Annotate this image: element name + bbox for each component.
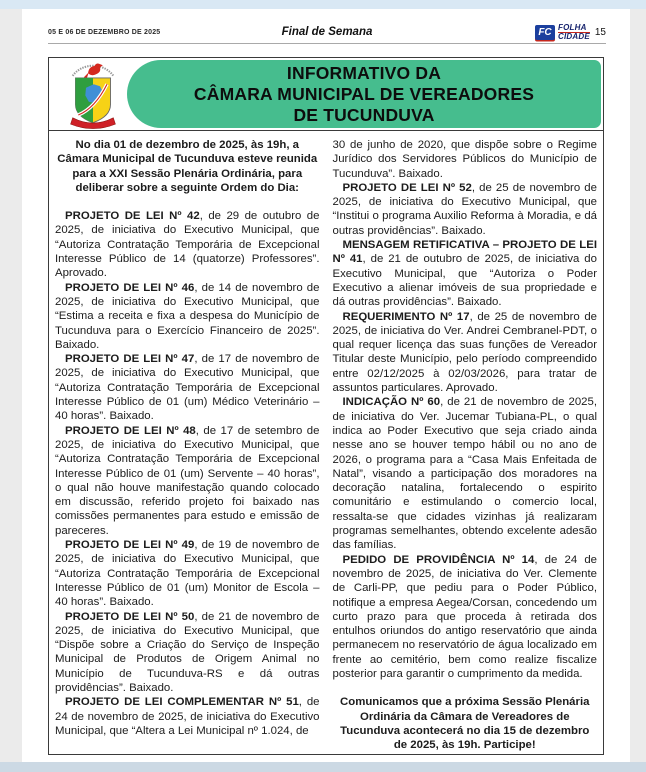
paragraph-lead: MENSAGEM RETIFICATIVA – PROJETO DE LEI Nº 41	[332, 239, 597, 266]
header-edition: Final de Semana	[281, 26, 373, 38]
paragraph-lead: PROJETO DE LEI Nº 47	[65, 353, 195, 366]
article-paragraph: Comunicamos que a próxima Sessão Plenária Ordinária da Câmara de Vereadores de Tucunduva acontecerá no dia 15 de dezembro de 2025, às 19h. Participe!	[340, 696, 590, 752]
paragraph-lead: PROJETO DE LEI Nº 49	[65, 539, 195, 552]
article-paragraph: No dia 01 de dezembro de 2025, às 19h, a Câmara Municipal de Tucunduva esteve reunida para a XXI Sessão Plenária Ordinária, para deliberar sobre a seguinte Ordem do Dia:	[57, 139, 318, 194]
banner-title-line1: INFORMATIVO DA	[286, 62, 442, 83]
paragraph-lead: PROJETO DE LEI Nº 52	[342, 181, 472, 194]
page-number: 15	[594, 26, 606, 38]
banner-title-line2: CÂMARA MUNICIPAL DE VEREADORES	[193, 83, 535, 104]
header-rule	[48, 43, 606, 44]
article-paragraph: PROJETO DE LEI COMPLEMENTAR Nº 51, de 24 de novembro de 2025, de iniciativa do Executivo Municipal, que “Altera a Lei Municipal nº 1.024, de	[55, 696, 320, 737]
article-columns	[49, 130, 603, 754]
article-column-left	[55, 138, 320, 754]
article-paragraph: PROJETO DE LEI Nº 46, de 14 de novembro de 2025, de iniciativa do Executivo Municipal, que “Estima a receita e fixa a despesa do Município de Tucunduva para o Exercício Financeiro de 2025”. Baixado.	[55, 281, 320, 351]
paragraph-lead: PEDIDO DE PROVIDÊNCIA Nº 14	[342, 553, 535, 566]
folha-cidade-logo-icon: FC	[535, 25, 555, 40]
paragraph-lead: PROJETO DE LEI Nº 42	[65, 210, 200, 223]
bottom-margin-band	[0, 762, 646, 772]
article-paragraph: PROJETO DE LEI Nº 50, de 21 de novembro de 2025, de iniciativa do Executivo Municipal, que “Dispõe sobre a Criação do Serviço de Inspeção Municipal de Produtos de Origem Animal no Município de Tucunduva-RS e dá outras providências”. Baixado.	[55, 610, 320, 694]
informativo-banner	[49, 58, 603, 131]
article-paragraph: REQUERIMENTO Nº 17, de 25 de novembro de 2025, de iniciativa do Ver. Andrei Cembranel-PDT, o qual requer licença das suas funções de Vereador Titular deste Município, pelo período compreendido entre 02/12/2025 à 02/03/2026, para tratar de assuntos particulares. Aprovado.	[332, 310, 597, 395]
running-header	[48, 23, 606, 41]
brand-word-bottom: CIDADE	[558, 31, 590, 41]
brand-block	[420, 24, 606, 40]
paragraph-lead: PROJETO DE LEI Nº 50	[65, 610, 195, 623]
article-paragraph: PROJETO DE LEI Nº 47, de 17 de novembro de 2025, de iniciativa do Executivo Municipal, que “Autoriza Contratação Temporária de Excepcional Interesse Público de 01 (um) Médico Veterinário – 40 horas”. Baixado.	[55, 353, 320, 423]
article-paragraph: MENSAGEM RETIFICATIVA – PROJETO DE LEI Nº 41, de 21 de outubro de 2025, de iniciativa do Executivo Municipal, que “Autoriza o Poder Executivo a alienar imóveis de sua propriedade e dá outras providências”. Baixado.	[332, 239, 597, 309]
brand-word-top: FOLHA	[558, 24, 590, 33]
paragraph-lead: REQUERIMENTO Nº 17	[342, 310, 470, 323]
article-paragraph: PROJETO DE LEI Nº 42, de 29 de outubro de 2025, de iniciativa do Executivo Municipal, que “Autoriza Contratação Temporária de Excepcional Interesse Público de 14 (quatorze) Professores”. Aprovado.	[55, 210, 320, 280]
article-paragraph: PROJETO DE LEI Nº 48, de 17 de setembro de 2025, de iniciativa do Executivo Municipal, que “Autoriza Contratação Temporária de Excepcional Interesse Público de 01 (um) Servente – 40 horas”, o qual não houve manifestação quando colocado em discussão, referido projeto foi baixado nas comissões permanentes para estudo e emissão de pareceres.	[55, 424, 320, 537]
paragraph-lead: INDICAÇÃO Nº 60	[342, 396, 441, 409]
article-paragraph: PROJETO DE LEI Nº 49, de 19 de novembro de 2025, de iniciativa do Executivo Municipal, que “Autoriza Contratação Temporária de Excepcional Interesse Público de 01 (um) Monitor de Escola – 40 horas”. Baixado.	[55, 539, 320, 609]
header-date: 05 E 06 DE DEZEMBRO DE 2025	[48, 28, 161, 36]
newspaper-sheet	[22, 9, 630, 762]
paragraph-lead: PROJETO DE LEI Nº 48	[65, 424, 196, 437]
brand-wordmark	[558, 24, 590, 40]
paragraph-lead: PROJETO DE LEI Nº 46	[65, 281, 195, 294]
informativo-box	[48, 57, 604, 755]
article-paragraph: 30 de junho de 2020, que dispõe sobre o Regime Jurídico dos Servidores Públicos do Município de Tucunduva”. Baixado.	[332, 139, 597, 180]
top-margin-band	[0, 0, 646, 9]
banner-title-plate	[127, 60, 601, 128]
article-paragraph: PEDIDO DE PROVIDÊNCIA Nº 14, de 24 de novembro de 2025, de iniciativa do Ver. Clemente de Carli-PP, que pediu para o Poder Público, notifique a empresa Aegea/Corsan, concedendo um curto prazo para que proceda à retirada dos entulhos oriundos do antigo reservatório que ainda permanecem no reservatório de água localizado em frente ao cemitério, bem como realize fiscalize posterior para garantir o cumprimento da medida.	[332, 553, 597, 680]
paragraph-lead: PROJETO DE LEI COMPLEMENTAR Nº 51	[65, 696, 299, 709]
article-column-right	[333, 138, 598, 754]
coat-of-arms-icon	[57, 59, 129, 129]
article-paragraph: PROJETO DE LEI Nº 52, de 25 de novembro de 2025, de iniciativa do Executivo Municipal, que “Institui o programa Auxilio Reforma à Moradia, e dá outras providências”. Baixado.	[332, 181, 597, 237]
banner-title-line3: DE TUCUNDUVA	[293, 104, 435, 125]
article-paragraph: INDICAÇÃO Nº 60, de 21 de novembro de 2025, de iniciativa do Ver. Jucemar Tubiana-PL, o qual indica ao Poder Executivo que seja criado ainda nesse ano se houver tempo hábil ou no ano de 2026, o programa para a “Casa Mais Enfeitada de Natal”, visando a participação dos moradores na decoração natalina, fortalecendo o espirito comunitário e estimulando o comercio local, ressalta-se que cidades vizinhas já realizaram programas semelhantes, obtendo excelente adesão das famílias.	[332, 396, 597, 552]
